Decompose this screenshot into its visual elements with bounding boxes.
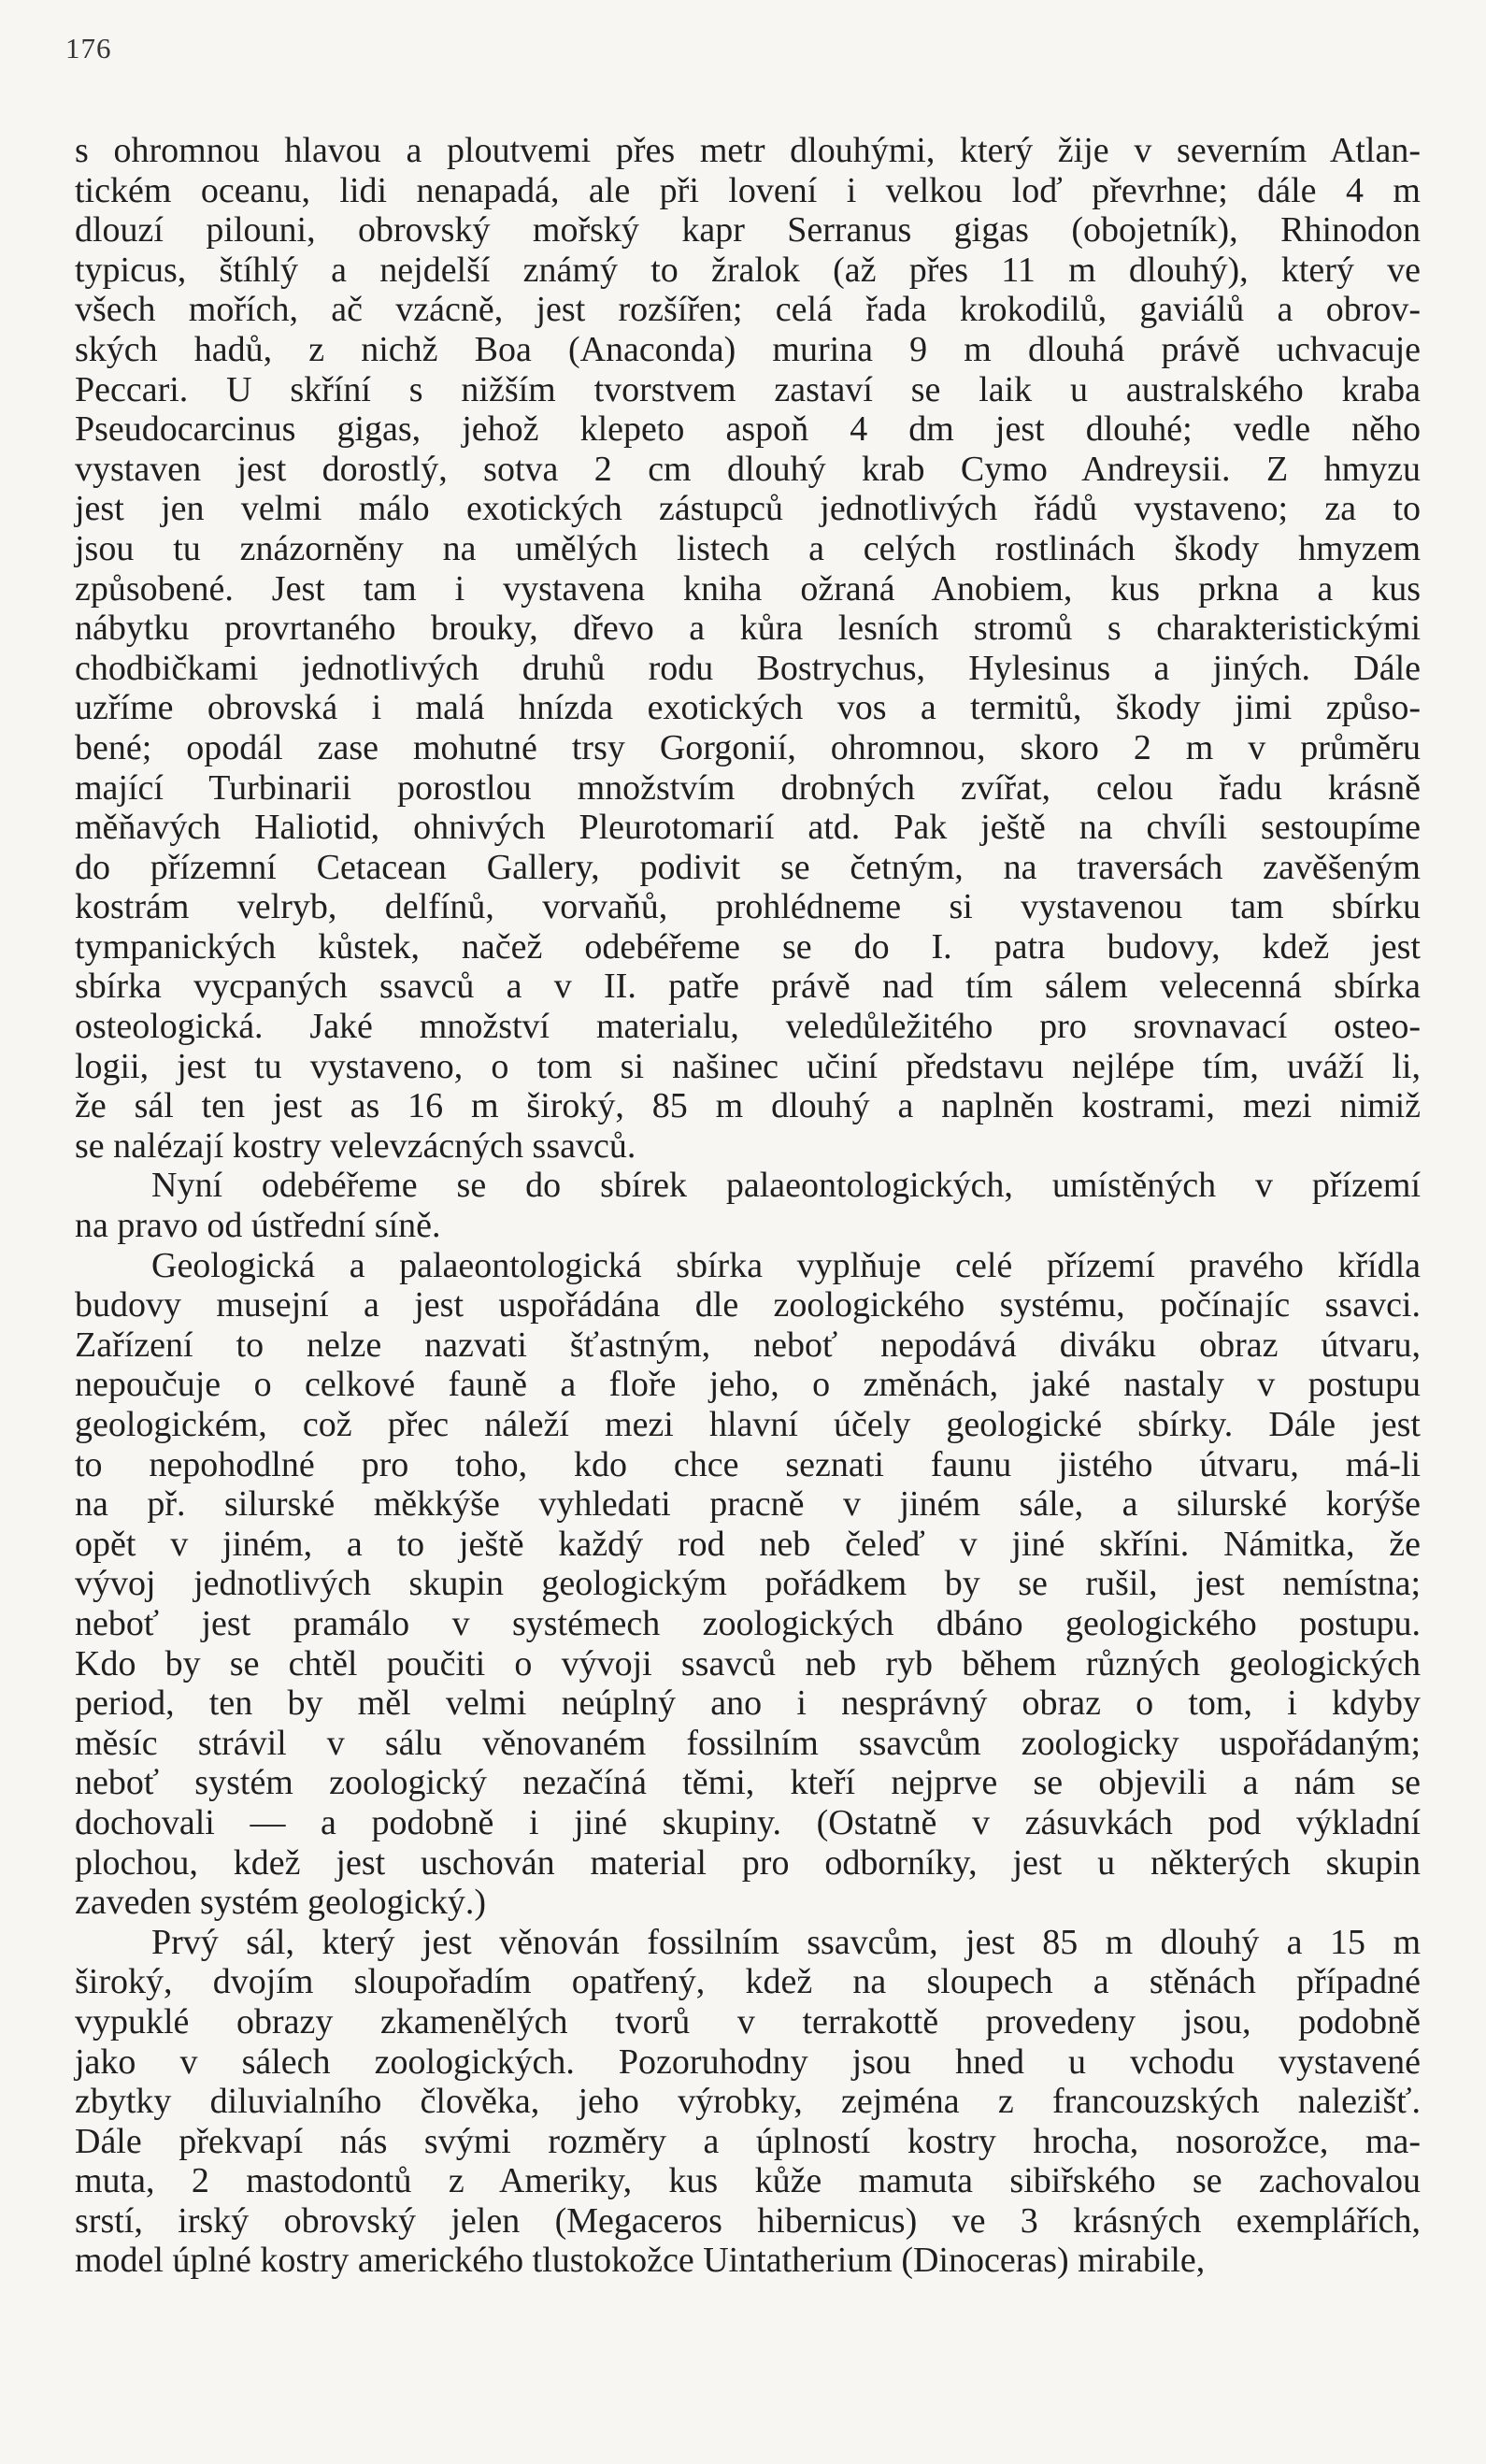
paragraph	[75, 1246, 1421, 1923]
text-line: měsíc strávil v sálu věnovaném fossilním ssavcům zoologicky uspořádaným;	[75, 1723, 1421, 1763]
text-line: Kdo by se chtěl poučiti o vývoji ssavců neb ryb během různých geologických	[75, 1643, 1421, 1683]
body-text	[75, 131, 1421, 2281]
text-line: muta, 2 mastodontů z Ameriky, kus kůže mamuta sibiřského se zachovalou	[75, 2161, 1421, 2201]
text-line: na pravo od ústřední síně.	[75, 1206, 441, 1246]
text-line: dochovali — a podobně i jiné skupiny. (Ostatně v zásuvkách pod výkladní	[75, 1802, 1421, 1842]
text-line: vývoj jednotlivých skupin geologickým pořádkem by se rušil, jest nemístna;	[75, 1564, 1421, 1604]
text-line: nepoučuje o celkové fauně a floře jeho, o změnách, jaké nastaly v postupu	[75, 1365, 1421, 1405]
page-number: 176	[65, 32, 112, 64]
text-line: do přízemní Cetacean Gallery, podivit se četným, na traversách zavěšeným	[75, 847, 1421, 887]
paragraph	[75, 1923, 1421, 2281]
text-line: Zařízení to nelze nazvati šťastným, neboť nepodává diváku obraz útvaru,	[75, 1325, 1421, 1365]
text-line: typicus, štíhlý a nejdelší známý to žralok (až přes 11 m dlouhý), který ve	[75, 250, 1421, 290]
text-line: ských hadů, z nichž Boa (Anaconda) murina 9 m dlouhá právě uchvacuje	[75, 329, 1421, 369]
text-line: chodbičkami jednotlivých druhů rodu Bostrychus, Hylesinus a jiných. Dále	[75, 648, 1421, 688]
text-line: způsobené. Jest tam i vystavena kniha ožraná Anobiem, kus prkna a kus	[75, 568, 1421, 609]
text-line: sbírka vycpaných ssavců a v II. patře právě nad tím sálem velecenná sbírka	[75, 967, 1421, 1007]
text-line: bené; opodál zase mohutné trsy Gorgonií, ohromnou, skoro 2 m v průměru	[75, 727, 1421, 767]
text-line: měňavých Haliotid, ohnivých Pleurotomarií atd. Pak ještě na chvíli sestoupíme	[75, 808, 1421, 848]
text-line: opět v jiném, a to ještě každý rod neb čeleď v jiné skříni. Námitka, že	[75, 1524, 1421, 1564]
text-line: jsou tu znázorněny na umělých listech a celých rostlinách škody hmyzem	[75, 528, 1421, 568]
text-line: period, ten by měl velmi neúplný ano i nesprávný obraz o tom, i kdyby	[75, 1683, 1421, 1724]
text-line: osteologická. Jaké množství materialu, veledůležitého pro srovnavací osteo-	[75, 1007, 1421, 1047]
text-line: Peccari. U skříní s nižším tvorstvem zastaví se laik u australského kraba	[75, 369, 1421, 409]
text-line: neboť systém zoologický nezačíná těmi, kteří nejprve se objevili a nám se	[75, 1763, 1421, 1803]
text-line: Dále překvapí nás svými rozměry a úplností kostry hrocha, nosorožce, ma-	[75, 2121, 1421, 2161]
text-line: neboť jest pramálo v systémech zoologických dbáno geologického postupu.	[75, 1603, 1421, 1643]
text-line: všech mořích, ač vzácně, jest rozšířen; celá řada krokodilů, gaviálů a obrov-	[75, 290, 1421, 330]
text-line: Pseudocarcinus gigas, jehož klepeto aspoň 4 dm jest dlouhé; vedle něho	[75, 409, 1421, 450]
text-line: srstí, irský obrovský jelen (Megaceros hibernicus) ve 3 krásných exemplářích,	[75, 2200, 1421, 2241]
paragraph	[75, 1166, 1421, 1245]
text-line: zaveden systém geologický.)	[75, 1883, 487, 1923]
text-line: uzříme obrovská i malá hnízda exotických vos a termitů, škody jimi způso-	[75, 688, 1421, 728]
text-line: zbytky diluvialního člověka, jeho výrobky, zejména z francouzských nalezišť.	[75, 2082, 1421, 2122]
text-line: vypuklé obrazy zkamenělých tvorů v terrakottě provedeny jsou, podobně	[75, 2001, 1421, 2041]
text-line: logii, jest tu vystaveno, o tom si našinec učiní představu nejlépe tím, uváží li,	[75, 1046, 1421, 1086]
text-line: budovy musejní a jest uspořádána dle zoologického systému, počínajíc ssavci.	[75, 1285, 1421, 1325]
text-line: model úplné kostry amerického tlustokožce Uintatherium (Dinoceras) mirabile,	[75, 2241, 1206, 2281]
text-line: geologickém, což přec náleží mezi hlavní účely geologické sbírky. Dále jest	[75, 1405, 1421, 1444]
text-line: Geologická a palaeontologická sbírka vyplňuje celé přízemí pravého křídla	[151, 1245, 1421, 1285]
text-line: jest jen velmi málo exotických zástupců jednotlivých řádů vystaveno; za to	[75, 489, 1421, 529]
text-line: mající Turbinarii porostlou množstvím drobných zvířat, celou řadu krásně	[75, 767, 1421, 808]
text-line: že sál ten jest as 16 m široký, 85 m dlouhý a naplněn kostrami, mezi nimiž	[75, 1086, 1421, 1126]
text-line: to nepohodlné pro toho, kdo chce seznati faunu jistého útvaru, má-li	[75, 1444, 1421, 1484]
paragraph	[75, 131, 1421, 1166]
text-line: kostrám velryb, delfínů, vorvaňů, prohlédneme si vystavenou tam sbírku	[75, 887, 1421, 927]
text-line: Nyní odebéřeme se do sbírek palaeontologických, umístěných v přízemí	[151, 1166, 1421, 1206]
text-line: dlouzí pilouni, obrovský mořský kapr Serranus gigas (obojetník), Rhinodon	[75, 210, 1421, 251]
text-line: vystaven jest dorostlý, sotva 2 cm dlouhý krab Cymo Andreysii. Z hmyzu	[75, 449, 1421, 489]
text-line: s ohromnou hlavou a ploutvemi přes metr dlouhými, který žije v severním Atlan-	[75, 131, 1421, 170]
text-line: Prvý sál, který jest věnován fossilním ssavcům, jest 85 m dlouhý a 15 m	[151, 1922, 1421, 1962]
text-line: na př. silurské měkkýše vyhledati pracně v jiném sále, a silurské korýše	[75, 1484, 1421, 1525]
text-line: se nalézají kostry velevzácných ssavců.	[75, 1125, 636, 1166]
text-line: široký, dvojím sloupořadím opatřený, kdež na sloupech a stěnách případné	[75, 1962, 1421, 2002]
text-line: nábytku provrtaného brouky, dřevo a kůra lesních stromů s charakteristickými	[75, 609, 1421, 649]
text-line: jako v sálech zoologických. Pozoruhodny jsou hned u vchodu vystavené	[75, 2041, 1421, 2082]
text-line: tympanických kůstek, načež odebéřeme se do I. patra budovy, kdež jest	[75, 926, 1421, 967]
text-line: plochou, kdež jest uschován material pro odborníky, jest u některých skupin	[75, 1842, 1421, 1883]
text-line: tickém oceanu, lidi nenapadá, ale při lovení i velkou loď převrhne; dále 4 m	[75, 170, 1421, 210]
